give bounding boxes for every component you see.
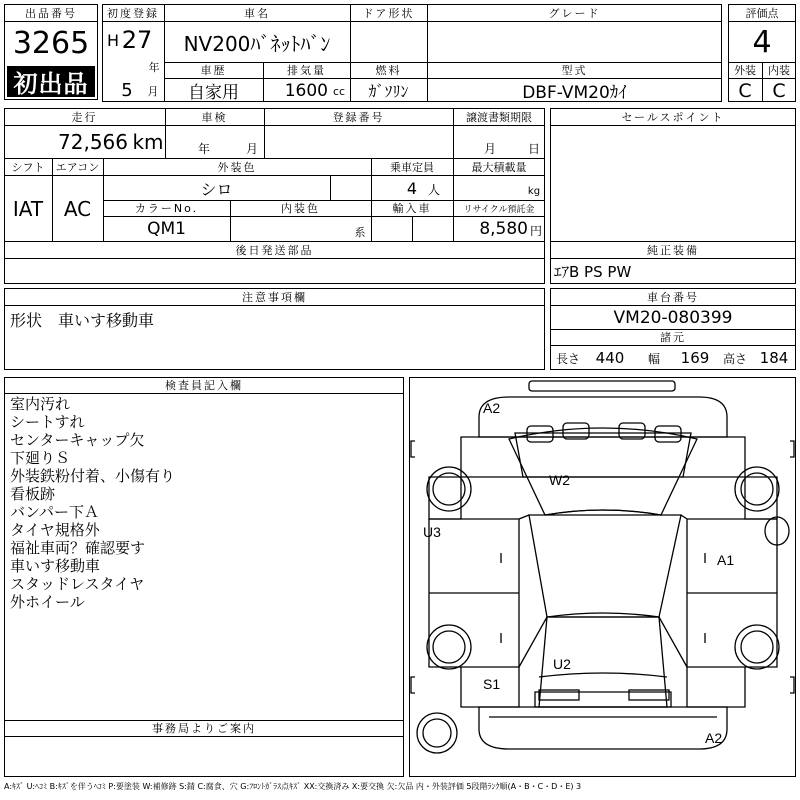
exterior-label: 外装 xyxy=(734,64,756,77)
capacity-unit: 人 xyxy=(427,182,440,197)
shift-label: シフト xyxy=(11,160,45,174)
inspector-note: スタッドレスタイヤ xyxy=(10,575,145,593)
chassis-label: 車台番号 xyxy=(647,290,699,304)
transfer-month-unit: 月 xyxy=(483,141,496,156)
grade-label: グレード xyxy=(548,6,601,20)
damage-mark: W2 xyxy=(549,472,570,488)
capacity: 4 xyxy=(406,178,418,198)
inspector-note: バンパー下Ａ xyxy=(10,503,99,521)
damage-mark: S1 xyxy=(483,676,501,692)
sales-points-label: セールスポイント xyxy=(621,110,725,124)
interior-color-unit: 系 xyxy=(354,226,366,239)
capacity-label: 乗車定員 xyxy=(390,160,434,174)
inspector-note: センターキャップ欠 xyxy=(10,431,145,449)
inspector-note: 車いす移動車 xyxy=(10,557,101,575)
import-label: 輸入車 xyxy=(392,202,432,215)
lot-number-label: 出品番号 xyxy=(4,4,98,22)
transfer-day-unit: 日 xyxy=(527,141,540,156)
recycle-label: リサイクル預託金 xyxy=(463,204,535,215)
lot-number: 3265 xyxy=(12,25,90,61)
door-value xyxy=(350,22,427,62)
fuel: ｶﾞｿﾘﾝ xyxy=(368,82,409,101)
inspector-note: 外ホイール xyxy=(10,593,85,611)
history: 自家用 xyxy=(188,83,239,102)
grade-value xyxy=(427,22,722,62)
length: 440 xyxy=(595,349,625,367)
car-diagram xyxy=(409,377,796,777)
registration-label: 登録番号 xyxy=(332,110,385,124)
width-label: 幅 xyxy=(647,351,660,366)
inspection-label: 車検 xyxy=(201,110,228,124)
mileage-unit: km xyxy=(132,130,164,154)
exterior-color-label: 外装色 xyxy=(217,160,257,174)
shift: IAT xyxy=(12,196,44,221)
caution-text: 形状 車いす移動車 xyxy=(10,310,155,330)
width: 169 xyxy=(680,349,710,367)
recycle-unit: 円 xyxy=(529,223,542,238)
later-parts-label: 後日発送部品 xyxy=(235,243,314,257)
inspector-note: 福祉車両？確認要す xyxy=(10,539,146,557)
type-label: 型式 xyxy=(561,64,588,77)
damage-mark: A2 xyxy=(483,400,501,416)
transfer-label: 譲渡書類期限 xyxy=(466,110,532,124)
color-no-label: カラーNo. xyxy=(134,202,199,215)
inspector-notes xyxy=(10,395,400,611)
damage-mark: U2 xyxy=(553,656,571,672)
inspector-note: タイヤ規格外 xyxy=(10,521,100,539)
fuel-label: 燃料 xyxy=(375,64,402,77)
interior-grade: C xyxy=(772,79,786,102)
exterior-grade: C xyxy=(738,79,752,102)
office-title: 事務局よりご案内 xyxy=(152,722,256,735)
chassis-number: VM20-080399 xyxy=(613,307,733,328)
displacement: 1600 xyxy=(284,80,328,101)
history-label: 車歴 xyxy=(200,64,227,77)
length-label: 長さ xyxy=(555,351,580,366)
interior-label: 内装 xyxy=(768,64,790,77)
year-unit: 年 xyxy=(148,61,160,74)
reg-month: 5 xyxy=(121,79,133,101)
inspector-note: 看板跡 xyxy=(10,485,56,503)
inspection-month-unit: 月 xyxy=(245,141,258,156)
aircon-label: エアコン xyxy=(55,160,100,174)
color-no: QM1 xyxy=(147,219,186,239)
type-code: DBF-VM20ｶｲ xyxy=(522,83,627,102)
interior-color-label: 内装色 xyxy=(281,202,320,215)
caution-label: 注意事項欄 xyxy=(242,290,307,304)
score: 4 xyxy=(752,24,772,60)
month-unit: 月 xyxy=(147,85,159,98)
reg-year: 27 xyxy=(121,26,153,54)
model-name: NV200ﾊﾞﾈｯﾄﾊﾞﾝ xyxy=(183,31,331,56)
dimensions-label: 諸元 xyxy=(660,331,686,344)
first-reg-label: 初度登録 xyxy=(107,6,159,20)
legend: A:ｷｽﾞ U:ﾍｺﾐ B:ｷｽﾞを伴うﾍｺﾐ P:要塗装 W:補修跡 S:錆 C:腐食、穴 G:ﾌﾛﾝﾄｶﾞﾗｽ点ｷｽﾞ XX:交換済み X:要交換 欠:欠品 内・外装評価 5段階ﾗﾝｸ順(A・B・C・D・E) 3 xyxy=(4,782,582,791)
inspector-title: 検査員記入欄 xyxy=(165,379,243,392)
displacement-unit: cc xyxy=(332,84,346,98)
mileage-label: 走行 xyxy=(71,110,98,124)
door-label: ドア形状 xyxy=(362,6,415,20)
inspector-note: 室内汚れ xyxy=(10,395,71,413)
exterior-color: シロ xyxy=(200,179,233,199)
height: 184 xyxy=(759,349,789,367)
max-load-unit: kg xyxy=(527,185,541,197)
genuine-equipment-label: 純正装備 xyxy=(647,243,699,257)
damage-mark: A2 xyxy=(705,730,723,746)
damage-mark: U3 xyxy=(423,524,441,540)
inspector-note: シートすれ xyxy=(10,413,85,431)
era: H xyxy=(106,30,120,50)
max-load-label: 最大積載量 xyxy=(471,160,527,174)
damage-mark: A1 xyxy=(717,552,735,568)
inspector-note: 下廻りＳ xyxy=(10,449,71,467)
genuine-equipment: ｴｱB PS PW xyxy=(554,262,632,281)
displacement-label: 排気量 xyxy=(287,64,326,77)
first-listing-badge: 初出品 xyxy=(7,66,95,97)
model-name-label: 車名 xyxy=(244,6,270,20)
score-label: 評価点 xyxy=(745,6,779,20)
inspector-note: 外装鉄粉付着、小傷有り xyxy=(10,467,176,485)
mileage: 72,566 xyxy=(58,130,128,154)
aircon: AC xyxy=(63,196,92,221)
registration-value xyxy=(264,126,453,158)
height-label: 高さ xyxy=(722,351,747,366)
inspection-year-unit: 年 xyxy=(197,141,210,156)
recycle-amount: 8,580 xyxy=(479,219,528,239)
